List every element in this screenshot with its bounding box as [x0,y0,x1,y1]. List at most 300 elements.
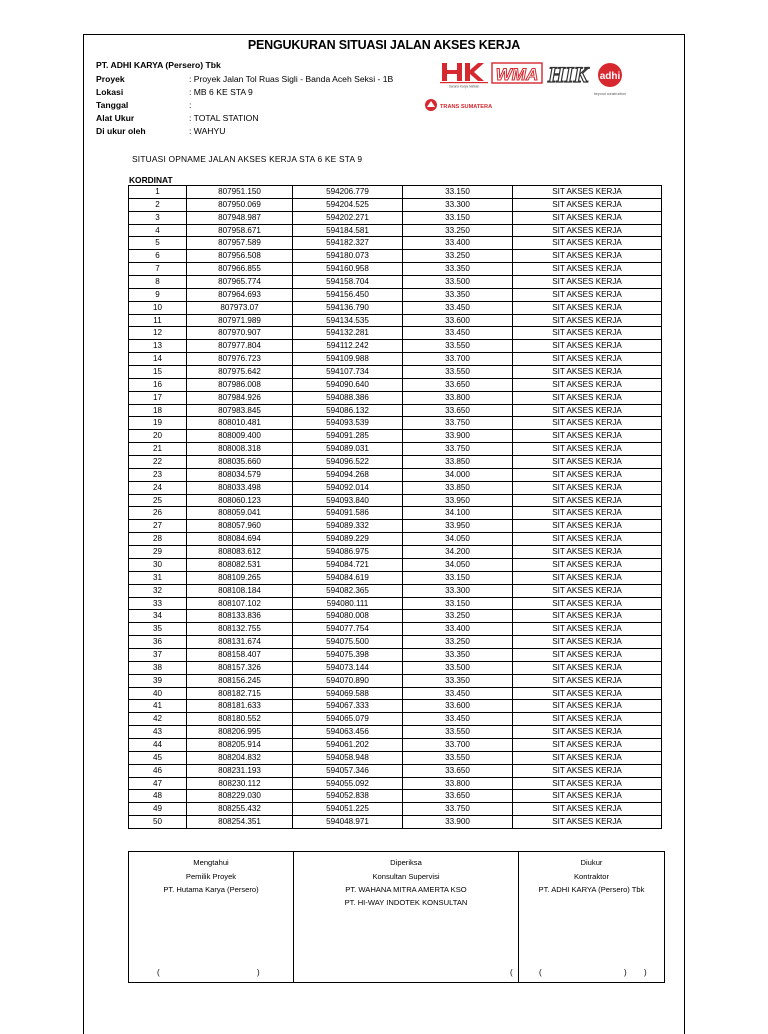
elevation-value: 33.700 [403,738,513,751]
signature-line: PT. Hutama Karya (Persero) [163,885,259,894]
point-number: 40 [129,687,187,700]
easting-value: 807965.774 [187,276,293,289]
description-value: SIT AKSES KERJA [513,713,662,726]
northing-value: 594055.092 [293,777,403,790]
description-value: SIT AKSES KERJA [513,468,662,481]
northing-value: 594058.948 [293,751,403,764]
elevation-value: 33.700 [403,353,513,366]
description-value: SIT AKSES KERJA [513,584,662,597]
point-number: 32 [129,584,187,597]
elevation-value: 33.550 [403,366,513,379]
description-value: SIT AKSES KERJA [513,378,662,391]
elevation-value: 33.550 [403,751,513,764]
northing-value: 594109.988 [293,353,403,366]
signature-owner [129,852,294,983]
point-number: 45 [129,751,187,764]
northing-value: 594160.958 [293,263,403,276]
northing-value: 594057.346 [293,764,403,777]
description-value: SIT AKSES KERJA [513,340,662,353]
elevation-value: 33.600 [403,700,513,713]
elevation-value: 33.350 [403,674,513,687]
company-name: PT. ADHI KARYA (Persero) Tbk [96,60,221,70]
elevation-value: 33.950 [403,520,513,533]
northing-value: 594089.031 [293,443,403,456]
easting-value: 807971.989 [187,314,293,327]
northing-value: 594052.838 [293,790,403,803]
table-row [129,558,662,571]
easting-value: 807986.008 [187,378,293,391]
signature-line: Konsultan Supervisi [372,872,440,881]
point-number: 14 [129,353,187,366]
easting-value: 807984.926 [187,391,293,404]
easting-value: 808133.836 [187,610,293,623]
point-number: 30 [129,558,187,571]
table-row [129,481,662,494]
description-value: SIT AKSES KERJA [513,288,662,301]
description-value: SIT AKSES KERJA [513,276,662,289]
description-value: SIT AKSES KERJA [513,533,662,546]
point-number: 19 [129,417,187,430]
point-number: 37 [129,648,187,661]
description-value: SIT AKSES KERJA [513,751,662,764]
point-number: 28 [129,533,187,546]
table-row [129,494,662,507]
easting-value: 808084.694 [187,533,293,546]
elevation-value: 33.300 [403,584,513,597]
northing-value: 594067.333 [293,700,403,713]
elevation-value: 33.500 [403,661,513,674]
elevation-value: 33.950 [403,494,513,507]
easting-value: 808057.960 [187,520,293,533]
signature-line: PT. WAHANA MITRA AMERTA KSO [345,885,467,894]
logos-svg [420,60,660,115]
signature-line: Diukur [580,858,603,867]
point-number: 33 [129,597,187,610]
page-title: PENGUKURAN SITUASI JALAN AKSES KERJA [247,38,521,52]
elevation-value: 33.150 [403,186,513,199]
table-row [129,597,662,610]
northing-value: 594089.332 [293,520,403,533]
description-value: SIT AKSES KERJA [513,456,662,469]
table-row [129,584,662,597]
table-row [129,687,662,700]
elevation-value: 33.650 [403,790,513,803]
coordinate-table-body [129,186,662,829]
easting-value: 808034.579 [187,468,293,481]
signature-line: PT. ADHI KARYA (Persero) Tbk [538,885,645,894]
elevation-value: 34.100 [403,507,513,520]
elevation-value: 33.500 [403,276,513,289]
northing-value: 594048.971 [293,816,403,829]
table-row [129,610,662,623]
easting-value: 808060.123 [187,494,293,507]
elevation-value: 33.300 [403,198,513,211]
description-value: SIT AKSES KERJA [513,597,662,610]
elevation-value: 34.050 [403,533,513,546]
point-number: 35 [129,623,187,636]
northing-value: 594093.539 [293,417,403,430]
easting-value: 808230.112 [187,777,293,790]
elevation-value: 33.150 [403,597,513,610]
table-row [129,713,662,726]
elevation-value: 33.350 [403,288,513,301]
table-row [129,507,662,520]
northing-value: 594094.268 [293,468,403,481]
elevation-value: 33.650 [403,764,513,777]
table-row [129,263,662,276]
description-value: SIT AKSES KERJA [513,494,662,507]
elevation-value: 34.050 [403,558,513,571]
table-row [129,546,662,559]
easting-value: 808035.660 [187,456,293,469]
elevation-value: 34.200 [403,546,513,559]
table-row [129,340,662,353]
open-paren: ( [510,968,513,977]
northing-value: 594112.242 [293,340,403,353]
table-row [129,404,662,417]
easting-value: 807957.589 [187,237,293,250]
northing-value: 594073.144 [293,661,403,674]
point-number: 26 [129,507,187,520]
table-row [129,623,662,636]
easting-value: 808033.498 [187,481,293,494]
elevation-value: 33.250 [403,610,513,623]
point-number: 46 [129,764,187,777]
point-number: 27 [129,520,187,533]
close-paren: ) [624,968,627,977]
point-number: 31 [129,571,187,584]
point-number: 48 [129,790,187,803]
elevation-value: 33.400 [403,623,513,636]
table-row [129,198,662,211]
table-row [129,391,662,404]
easting-value: 807948.987 [187,211,293,224]
wma-text: WMA [495,65,539,84]
elevation-value: 33.450 [403,301,513,314]
point-number: 21 [129,443,187,456]
description-value: SIT AKSES KERJA [513,211,662,224]
adhi-text: adhi [599,71,621,82]
easting-value: 808231.193 [187,764,293,777]
point-number: 5 [129,237,187,250]
elevation-value: 33.650 [403,404,513,417]
northing-value: 594065.079 [293,713,403,726]
northing-value: 594180.073 [293,250,403,263]
coordinate-table [128,185,662,829]
description-value: SIT AKSES KERJA [513,263,662,276]
description-value: SIT AKSES KERJA [513,571,662,584]
description-value: SIT AKSES KERJA [513,700,662,713]
point-number: 11 [129,314,187,327]
easting-value: 807977.804 [187,340,293,353]
table-row [129,648,662,661]
point-number: 43 [129,726,187,739]
easting-value: 808180.552 [187,713,293,726]
northing-value: 594202.271 [293,211,403,224]
description-value: SIT AKSES KERJA [513,250,662,263]
description-value: SIT AKSES KERJA [513,186,662,199]
point-number: 38 [129,661,187,674]
point-number: 34 [129,610,187,623]
easting-value: 808157.326 [187,661,293,674]
table-row [129,443,662,456]
hik-logo [547,62,590,87]
elevation-value: 33.250 [403,250,513,263]
open-paren: ( [157,968,160,977]
easting-value: 807958.671 [187,224,293,237]
description-value: SIT AKSES KERJA [513,648,662,661]
elevation-value: 33.600 [403,314,513,327]
description-value: SIT AKSES KERJA [513,237,662,250]
elevation-value: 33.800 [403,391,513,404]
easting-value: 808255.432 [187,803,293,816]
description-value: SIT AKSES KERJA [513,816,662,829]
northing-value: 594084.619 [293,571,403,584]
info-label: Lokasi [96,87,124,97]
elevation-value: 33.650 [403,378,513,391]
signature-line: PT. HI-WAY INDOTEK KONSULTAN [344,898,468,907]
northing-value: 594089.229 [293,533,403,546]
easting-value: 808181.633 [187,700,293,713]
adhi-sub: beyond construction [593,92,627,96]
northing-value: 594132.281 [293,327,403,340]
point-number: 20 [129,430,187,443]
table-row [129,468,662,481]
easting-value: 807970.907 [187,327,293,340]
point-number: 7 [129,263,187,276]
point-number: 16 [129,378,187,391]
description-value: SIT AKSES KERJA [513,520,662,533]
northing-value: 594091.586 [293,507,403,520]
northing-value: 594051.225 [293,803,403,816]
elevation-value: 33.150 [403,571,513,584]
northing-value: 594090.640 [293,378,403,391]
description-value: SIT AKSES KERJA [513,198,662,211]
info-label: Proyek [96,74,125,84]
elevation-value: 33.900 [403,816,513,829]
northing-value: 594082.365 [293,584,403,597]
easting-value: 808083.612 [187,546,293,559]
point-number: 44 [129,738,187,751]
description-value: SIT AKSES KERJA [513,636,662,649]
description-value: SIT AKSES KERJA [513,443,662,456]
hk-logo [440,63,488,89]
info-value: : TOTAL STATION [189,113,259,123]
table-row [129,430,662,443]
adhi-logo [594,63,626,96]
easting-value: 807956.508 [187,250,293,263]
elevation-value: 33.750 [403,443,513,456]
easting-value: 808131.674 [187,636,293,649]
table-row [129,636,662,649]
easting-value: 808109.265 [187,571,293,584]
description-value: SIT AKSES KERJA [513,430,662,443]
easting-value: 808182.715 [187,687,293,700]
signature-row [129,852,665,983]
point-number: 50 [129,816,187,829]
trans-sumatera-logo [425,99,492,111]
elevation-value: 34.000 [403,468,513,481]
description-value: SIT AKSES KERJA [513,790,662,803]
open-paren: ( [539,968,542,977]
point-number: 13 [129,340,187,353]
northing-value: 594075.500 [293,636,403,649]
table-row [129,533,662,546]
point-number: 15 [129,366,187,379]
northing-value: 594084.721 [293,558,403,571]
description-value: SIT AKSES KERJA [513,353,662,366]
info-label: Tanggal [96,100,129,110]
easting-value: 808009.400 [187,430,293,443]
table-row [129,288,662,301]
point-number: 24 [129,481,187,494]
table-row [129,224,662,237]
northing-value: 594077.754 [293,623,403,636]
elevation-value: 33.400 [403,237,513,250]
easting-value: 808107.102 [187,597,293,610]
info-label: Alat Ukur [96,113,135,123]
easting-value: 808158.407 [187,648,293,661]
table-row [129,378,662,391]
description-value: SIT AKSES KERJA [513,687,662,700]
easting-value: 808132.755 [187,623,293,636]
table-row [129,353,662,366]
description-value: SIT AKSES KERJA [513,623,662,636]
table-row [129,661,662,674]
point-number: 1 [129,186,187,199]
description-value: SIT AKSES KERJA [513,404,662,417]
table-row [129,700,662,713]
easting-value: 807976.723 [187,353,293,366]
trans-text: TRANS SUMATERA [440,104,493,110]
northing-value: 594075.398 [293,648,403,661]
northing-value: 594206.779 [293,186,403,199]
table-row [129,327,662,340]
table-row [129,276,662,289]
point-number: 3 [129,211,187,224]
northing-value: 594156.450 [293,288,403,301]
signature-line: Diperiksa [390,858,422,867]
table-row [129,571,662,584]
easting-value: 808059.041 [187,507,293,520]
table-row [129,366,662,379]
project-info [96,73,416,143]
hk-sub: Sarana Karya Nafkah [448,84,480,89]
point-number: 10 [129,301,187,314]
table-row [129,790,662,803]
table-row [129,777,662,790]
elevation-value: 33.550 [403,726,513,739]
northing-value: 594080.008 [293,610,403,623]
elevation-value: 33.250 [403,224,513,237]
point-number: 25 [129,494,187,507]
table-row [129,726,662,739]
easting-value: 808108.184 [187,584,293,597]
table-row [129,674,662,687]
northing-value: 594136.790 [293,301,403,314]
description-value: SIT AKSES KERJA [513,738,662,751]
northing-value: 594134.535 [293,314,403,327]
northing-value: 594086.975 [293,546,403,559]
elevation-value: 33.450 [403,687,513,700]
point-number: 9 [129,288,187,301]
close-paren: ) [644,968,647,977]
description-value: SIT AKSES KERJA [513,674,662,687]
info-value: : [189,100,192,110]
signature-contractor [519,852,665,983]
easting-value: 808010.481 [187,417,293,430]
northing-value: 594107.734 [293,366,403,379]
northing-value: 594184.581 [293,224,403,237]
elevation-value: 33.250 [403,636,513,649]
info-value: : WAHYU [189,126,226,136]
northing-value: 594086.132 [293,404,403,417]
easting-value: 808156.245 [187,674,293,687]
description-value: SIT AKSES KERJA [513,391,662,404]
point-number: 49 [129,803,187,816]
point-number: 42 [129,713,187,726]
table-row [129,237,662,250]
elevation-value: 33.350 [403,648,513,661]
elevation-value: 33.750 [403,417,513,430]
easting-value: 807951.150 [187,186,293,199]
table-row [129,250,662,263]
easting-value: 807975.642 [187,366,293,379]
elevation-value: 33.450 [403,327,513,340]
logo-strip [420,60,660,115]
kordinat-label: KORDINAT [129,175,173,185]
point-number: 36 [129,636,187,649]
easting-value: 808204.832 [187,751,293,764]
northing-value: 594092.014 [293,481,403,494]
easting-value: 808254.351 [187,816,293,829]
easting-value: 808229.030 [187,790,293,803]
elevation-value: 33.550 [403,340,513,353]
description-value: SIT AKSES KERJA [513,314,662,327]
easting-value: 807964.693 [187,288,293,301]
table-row [129,738,662,751]
northing-value: 594204.525 [293,198,403,211]
elevation-value: 33.350 [403,263,513,276]
hik-text: HIK [547,62,589,87]
point-number: 4 [129,224,187,237]
point-number: 23 [129,468,187,481]
easting-value: 807973.07 [187,301,293,314]
elevation-value: 33.850 [403,481,513,494]
description-value: SIT AKSES KERJA [513,224,662,237]
table-row [129,816,662,829]
elevation-value: 33.900 [403,430,513,443]
northing-value: 594093.840 [293,494,403,507]
signature-line: Kontraktor [573,872,610,881]
description-value: SIT AKSES KERJA [513,777,662,790]
elevation-value: 33.450 [403,713,513,726]
table-row [129,211,662,224]
easting-value: 807983.845 [187,404,293,417]
northing-value: 594096.522 [293,456,403,469]
point-number: 39 [129,674,187,687]
northing-value: 594158.704 [293,276,403,289]
point-number: 22 [129,456,187,469]
elevation-value: 33.150 [403,211,513,224]
table-subtitle: SITUASI OPNAME JALAN AKSES KERJA STA 6 KE STA 9 [132,154,363,164]
table-row [129,803,662,816]
point-number: 8 [129,276,187,289]
table-row [129,751,662,764]
northing-value: 594080.111 [293,597,403,610]
description-value: SIT AKSES KERJA [513,366,662,379]
easting-value: 807950.069 [187,198,293,211]
